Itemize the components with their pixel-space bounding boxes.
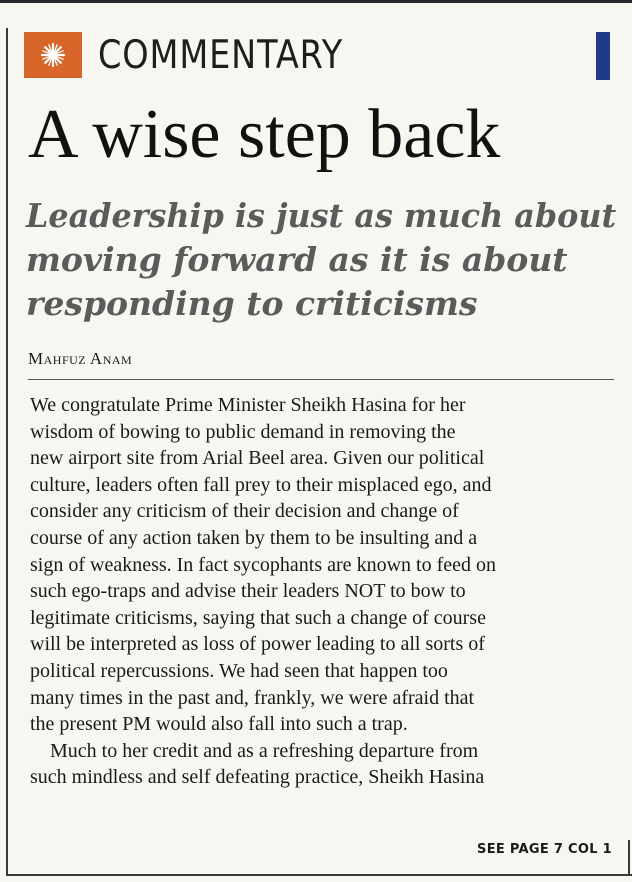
- section-kicker: COMMENTARY: [98, 33, 344, 78]
- body-line: many times in the past and, frankly, we were afraid that: [30, 686, 475, 709]
- body-line: Much to her credit and as a refreshing departure from: [50, 739, 479, 762]
- sunburst-icon: [24, 32, 82, 78]
- section-color-bar: [596, 32, 610, 80]
- body-line: sign of weakness. In fact sycophants are known to feed on: [30, 553, 496, 576]
- byline: Mahfuz Anam: [28, 349, 133, 368]
- subhead-line: moving forward as it is about: [26, 240, 568, 279]
- continuation-jump[interactable]: SEE PAGE 7 COL 1: [477, 842, 612, 857]
- subheadline: [26, 194, 626, 326]
- body-line: such ego-traps and advise their leaders NOT to bow to: [30, 580, 466, 603]
- right-column-rule: [628, 840, 630, 876]
- body-line: new airport site from Arial Beel area. Given our political: [30, 447, 485, 470]
- article-body: [30, 392, 614, 791]
- body-line: We congratulate Prime Minister Sheikh Hasina for her: [30, 394, 466, 416]
- subhead-line: Leadership is just as much about: [26, 196, 617, 235]
- bottom-rule: [6, 874, 632, 876]
- body-line: political repercussions. We had seen that happen too: [30, 659, 448, 682]
- top-rule: [0, 0, 632, 3]
- headline: A wise step back: [28, 96, 501, 173]
- body-line: legitimate criticisms, saying that such a change of course: [30, 606, 486, 629]
- byline-divider: [28, 379, 614, 380]
- subhead-line: responding to criticisms: [26, 284, 478, 323]
- body-line: wisdom of bowing to public demand in removing the: [30, 420, 456, 443]
- body-line: consider any criticism of their decision and change of: [30, 500, 459, 523]
- left-column-rule: [6, 28, 8, 874]
- body-line: culture, leaders often fall prey to their misplaced ego, and: [30, 473, 492, 496]
- body-line: will be interpreted as loss of power leading to all sorts of: [30, 633, 485, 656]
- body-line: such mindless and self defeating practice, Sheikh Hasina: [30, 766, 485, 789]
- body-line: course of any action taken by them to be insulting and a: [30, 526, 478, 549]
- body-line: the present PM would also fall into such a trap.: [30, 713, 408, 736]
